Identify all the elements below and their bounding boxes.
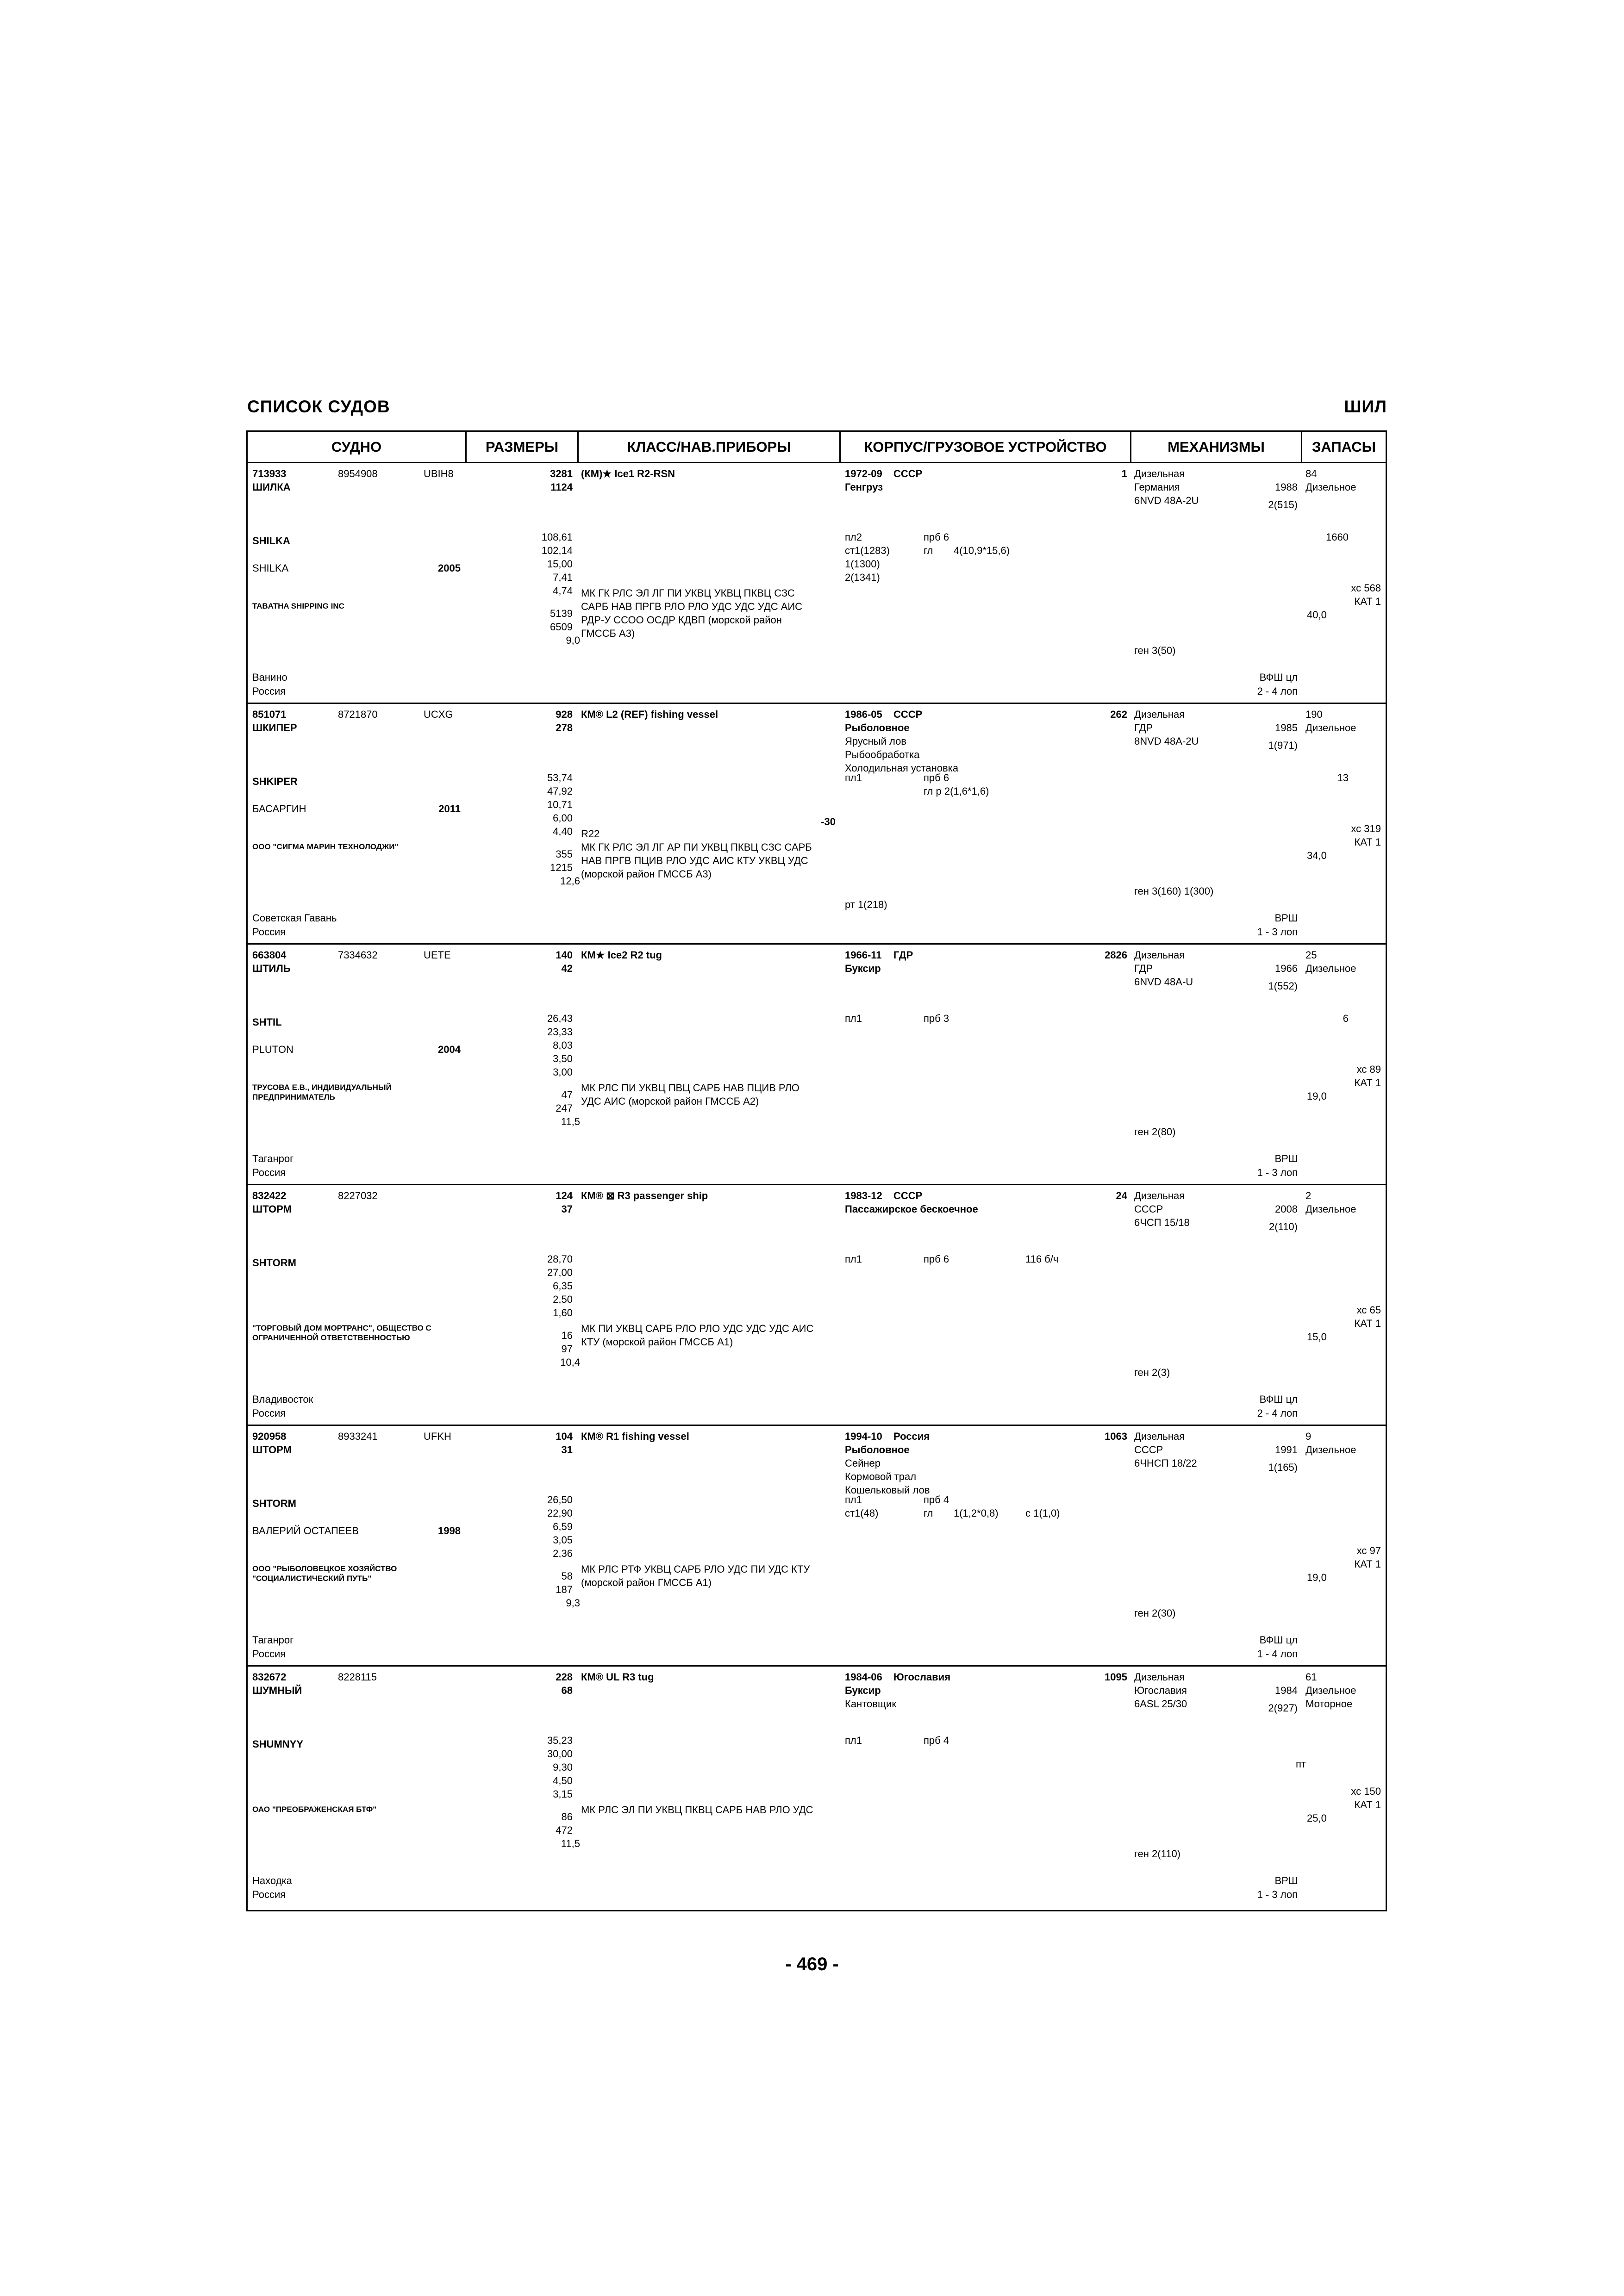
ship-previous-year: 2005 xyxy=(438,562,461,574)
dimension-value: 53,74 xyxy=(547,772,573,784)
propeller: ВРШ xyxy=(1274,912,1298,924)
propeller-blades: 1 - 3 лоп xyxy=(1257,1889,1298,1900)
ship-xs: хс 319 xyxy=(1351,823,1381,834)
hull-line-b: прб 6 xyxy=(924,531,949,543)
ship-kat: КАТ 1 xyxy=(1354,1318,1381,1329)
build-date: 1986-05 xyxy=(845,709,882,720)
ship-name: ШИЛКА xyxy=(252,481,291,493)
nav-equipment-line: R22 xyxy=(581,828,600,840)
class-extra: -30 xyxy=(821,816,836,828)
dimension-value: 4,40 xyxy=(553,826,573,837)
nav-equipment-line: НАВ ПРГВ ПЦИВ РЛО УДС АИС КТУ УКВЦ УДС xyxy=(581,855,808,866)
hull-line-b: прб 6 xyxy=(924,772,949,784)
hull-number: 1 xyxy=(1121,468,1127,479)
ship-name: ШТИЛЬ xyxy=(252,963,291,974)
dimension-value: 3,05 xyxy=(553,1534,573,1546)
nav-equipment-line: (морской район ГМССБ А1) xyxy=(581,1577,712,1588)
dimension-value: 3,15 xyxy=(553,1788,573,1800)
engine-power: 1(971) xyxy=(1268,740,1298,751)
engine-type: Дизельная xyxy=(1134,1190,1185,1201)
dimension-value: 35,23 xyxy=(547,1735,573,1746)
deadweight: 16 xyxy=(561,1330,573,1341)
hull-line-a: пл2 xyxy=(845,531,862,543)
ship-previous-year: 1998 xyxy=(438,1525,461,1537)
engine-year: 2008 xyxy=(1275,1203,1298,1215)
builder-country: СССР xyxy=(893,709,923,720)
speed: 11,5 xyxy=(561,1116,580,1127)
engine-type: Дизельная xyxy=(1134,1671,1185,1683)
ship-kat: КАТ 1 xyxy=(1354,596,1381,607)
gross-tonnage: 104 xyxy=(556,1431,573,1442)
dimension-value: 23,33 xyxy=(547,1026,573,1038)
nav-equipment-line: ГМССБ А3) xyxy=(581,628,635,639)
col-header-hull: КОРПУС/ГРУЗОВОЕ УСТРОЙСТВО xyxy=(841,432,1130,463)
ship-xs: хс 568 xyxy=(1351,582,1381,594)
ship-reg-number: 663804 xyxy=(252,949,287,961)
displacement: 1215 xyxy=(550,862,573,873)
nav-equipment-line: КТУ (морской район ГМССБ А1) xyxy=(581,1336,733,1348)
ship-kat: КАТ 1 xyxy=(1354,1558,1381,1570)
dimension-value: 7,41 xyxy=(553,572,573,583)
crew-or-stores: 190 xyxy=(1305,709,1323,720)
class-notation: КМ® UL R3 tug xyxy=(581,1671,654,1683)
engine-model: 6ЧНСП 18/22 xyxy=(1134,1457,1197,1469)
fuel-type: Дизельное xyxy=(1305,963,1356,974)
dimension-value: 3,00 xyxy=(553,1066,573,1078)
ship-record xyxy=(248,463,1386,704)
hull-type: Буксир xyxy=(845,1685,881,1696)
ship-previous-name: PLUTON xyxy=(252,1044,294,1055)
net-tonnage: 37 xyxy=(561,1203,573,1215)
fuel-type: Дизельное xyxy=(1305,481,1356,493)
nav-equipment-line: МК ПИ УКВЦ САРБ РЛО РЛО УДС УДС УДС АИС xyxy=(581,1323,814,1334)
class-notation: КМ★ Ice2 R2 tug xyxy=(581,949,662,961)
net-tonnage: 68 xyxy=(561,1685,573,1696)
propeller-blades: 2 - 4 лоп xyxy=(1257,685,1298,697)
ship-imo: 7334632 xyxy=(338,949,378,961)
hull-subtype: Рыбообработка xyxy=(845,749,920,760)
ship-owner: ТРУСОВА Е.В., ИНДИВИДУАЛЬНЫЙ ПРЕДПРИНИМАТЕЛЬ xyxy=(252,1083,392,1101)
propeller: ВРШ xyxy=(1274,1153,1298,1164)
ship-previous-year: 2004 xyxy=(438,1044,461,1055)
ship-kat-value: 19,0 xyxy=(1307,1572,1327,1583)
hull-line-c: 1(1,2*0,8) xyxy=(954,1507,999,1519)
dimension-value: 6,00 xyxy=(553,812,573,824)
ship-call-sign: UETE xyxy=(424,949,451,961)
build-date: 1994-10 xyxy=(845,1431,882,1442)
hull-line-b: прб 3 xyxy=(924,1013,949,1024)
ship-flag: Россия xyxy=(252,1889,286,1900)
ship-record xyxy=(248,1185,1386,1426)
nav-equipment-line: РДР-У ССОО ОСДР КДВП (морской район xyxy=(581,614,782,626)
class-notation: (КМ)★ Ice1 R2-RSN xyxy=(581,468,675,479)
net-tonnage: 1124 xyxy=(550,481,573,493)
engine-power: 2(927) xyxy=(1268,1702,1298,1714)
nav-equipment-line: МК РЛС РТФ УКВЦ САРБ РЛО УДС ПИ УДС КТУ xyxy=(581,1563,810,1575)
engine-type: Дизельная xyxy=(1134,468,1185,479)
propeller-blades: 1 - 3 лоп xyxy=(1257,1167,1298,1178)
ship-port: Находка xyxy=(252,1875,292,1886)
class-notation: КМ® ⊠ R3 passenger ship xyxy=(581,1190,708,1201)
ship-record xyxy=(248,1667,1386,1907)
ship-flag: Россия xyxy=(252,1648,286,1660)
ship-imo: 8227032 xyxy=(338,1190,378,1201)
deadweight: 86 xyxy=(561,1811,573,1823)
net-tonnage: 42 xyxy=(561,963,573,974)
displacement: 187 xyxy=(556,1584,573,1595)
col-header-dimensions: РАЗМЕРЫ xyxy=(467,432,577,463)
ship-reg-number: 832422 xyxy=(252,1190,287,1201)
engine-country: ГДР xyxy=(1134,963,1153,974)
hull-line-d: 116 б/ч xyxy=(1025,1253,1059,1265)
speed: 11,5 xyxy=(561,1838,580,1849)
col-header-class: КЛАСС/НАВ.ПРИБОРЫ xyxy=(579,432,839,463)
hull-line-d: с 1(1,0) xyxy=(1025,1507,1060,1519)
engine-power: 1(552) xyxy=(1268,980,1298,992)
builder-country: СССР xyxy=(893,468,923,479)
hull-line-b: гл р 2(1,6*1,6) xyxy=(924,785,989,797)
nav-equipment-line: УДС АИС (морской район ГМССБ А2) xyxy=(581,1095,759,1107)
gross-tonnage: 928 xyxy=(556,709,573,720)
hull-bottom: рт 1(218) xyxy=(845,899,887,910)
ship-imo: 8721870 xyxy=(338,709,378,720)
fuel-extra: Моторное xyxy=(1305,1698,1353,1710)
fuel-quantity: 6 xyxy=(1343,1013,1349,1024)
gross-tonnage: 228 xyxy=(556,1671,573,1683)
dimension-value: 26,43 xyxy=(547,1013,573,1024)
hull-number: 1095 xyxy=(1105,1671,1127,1683)
dimension-value: 4,50 xyxy=(553,1775,573,1786)
ship-record xyxy=(248,945,1386,1185)
hull-subtype: Ярусный лов xyxy=(845,735,906,747)
col-header-stores: ЗАПАСЫ xyxy=(1302,432,1386,463)
generators: ген 2(3) xyxy=(1134,1367,1170,1378)
dimension-value: 3,50 xyxy=(553,1053,573,1064)
gross-tonnage: 140 xyxy=(556,949,573,961)
build-date: 1966-11 xyxy=(845,949,882,961)
ship-name: ШКИПЕР xyxy=(252,722,297,734)
ship-flag: Россия xyxy=(252,1167,286,1178)
fuel-type: Дизельное xyxy=(1305,722,1356,734)
dimension-value: 28,70 xyxy=(547,1253,573,1265)
net-tonnage: 31 xyxy=(561,1444,573,1456)
dimension-value: 102,14 xyxy=(541,545,573,556)
fuel-quantity: 13 xyxy=(1337,772,1349,784)
crew-or-stores: 25 xyxy=(1305,949,1317,961)
builder-country: СССР xyxy=(893,1190,923,1201)
engine-year: 1966 xyxy=(1275,963,1298,974)
ship-kat-value: 34,0 xyxy=(1307,850,1327,861)
ship-port: Таганрог xyxy=(252,1153,294,1164)
hull-line-a: пл1 xyxy=(845,1735,862,1746)
ship-latin-name: SHTORM xyxy=(252,1498,296,1509)
hull-line-a: ст1(1283) xyxy=(845,545,890,556)
ship-kat-value: 40,0 xyxy=(1307,609,1327,621)
crew-or-stores: 84 xyxy=(1305,468,1317,479)
dimension-value: 1,60 xyxy=(553,1307,573,1319)
engine-type: Дизельная xyxy=(1134,709,1185,720)
build-date: 1972-09 xyxy=(845,468,882,479)
build-date: 1983-12 xyxy=(845,1190,882,1201)
ship-record xyxy=(248,1426,1386,1667)
deadweight: 5139 xyxy=(550,608,573,619)
ship-reg-number: 920958 xyxy=(252,1431,287,1442)
ship-call-sign: UBIH8 xyxy=(424,468,454,479)
dimension-value: 26,50 xyxy=(547,1494,573,1506)
hull-type: Рыболовное xyxy=(845,1444,910,1456)
dimension-value: 22,90 xyxy=(547,1507,573,1519)
displacement: 97 xyxy=(561,1343,573,1355)
col-header-machinery: МЕХАНИЗМЫ xyxy=(1131,432,1301,463)
hull-number: 262 xyxy=(1110,709,1127,720)
hull-number: 1063 xyxy=(1105,1431,1127,1442)
dimension-value: 2,50 xyxy=(553,1294,573,1305)
speed: 9,0 xyxy=(566,635,580,646)
dimension-value: 6,35 xyxy=(553,1280,573,1292)
ship-record xyxy=(248,704,1386,945)
hull-number: 2826 xyxy=(1105,949,1127,961)
deadweight: 355 xyxy=(556,848,573,860)
ship-kat: КАТ 1 xyxy=(1354,836,1381,848)
nav-equipment-line: МК РЛС ПИ УКВЦ ПВЦ САРБ НАВ ПЦИВ РЛО xyxy=(581,1082,800,1094)
ship-latin-name: SHKIPER xyxy=(252,776,298,787)
nav-equipment-line: САРБ НАВ ПРГВ РЛО РЛО УДС УДС УДС АИС xyxy=(581,601,803,612)
hull-line-b: прб 6 xyxy=(924,1253,949,1265)
ship-flag: Россия xyxy=(252,1407,286,1419)
ships-table xyxy=(246,430,1387,1911)
engine-year: 1984 xyxy=(1275,1685,1298,1696)
hull-type: Рыболовное xyxy=(845,722,910,734)
displacement: 472 xyxy=(556,1824,573,1836)
generators: ген 2(30) xyxy=(1134,1607,1176,1619)
nav-equipment-line: МК РЛС ЭЛ ПИ УКВЦ ПКВЦ САРБ НАВ РЛО УДС xyxy=(581,1804,813,1816)
hull-line-c: 4(10,9*15,6) xyxy=(954,545,1010,556)
engine-year: 1991 xyxy=(1275,1444,1298,1456)
hull-type: Пассажирское бескоечное xyxy=(845,1203,978,1215)
ship-imo: 8228115 xyxy=(338,1671,377,1683)
ship-kat: КАТ 1 xyxy=(1354,1799,1381,1811)
deadweight: 47 xyxy=(561,1089,573,1101)
hull-line-a: ст1(48) xyxy=(845,1507,879,1519)
ship-port: Владивосток xyxy=(252,1394,313,1405)
propeller-blades: 2 - 4 лоп xyxy=(1257,1407,1298,1419)
dimension-value: 108,61 xyxy=(541,531,573,543)
ship-imo: 8954908 xyxy=(338,468,378,479)
dimension-value: 9,30 xyxy=(553,1761,573,1773)
dimension-value: 4,74 xyxy=(553,585,573,597)
ship-kat-value: 19,0 xyxy=(1307,1090,1327,1102)
speed: 12,6 xyxy=(560,875,580,887)
net-tonnage: 278 xyxy=(556,722,573,734)
fuel-extra2: пт xyxy=(1296,1758,1306,1770)
dimension-value: 15,00 xyxy=(547,558,573,570)
fuel-type: Дизельное xyxy=(1305,1203,1356,1215)
generators: ген 2(110) xyxy=(1134,1848,1181,1860)
fuel-quantity: 1660 xyxy=(1326,531,1349,543)
dimension-value: 2,36 xyxy=(553,1548,573,1559)
ship-latin-name: SHILKA xyxy=(252,535,290,547)
hull-line-b: гл xyxy=(924,1507,933,1519)
crew-or-stores: 9 xyxy=(1305,1431,1312,1442)
hull-line-a: пл1 xyxy=(845,1013,862,1024)
engine-country: ГДР xyxy=(1134,722,1153,734)
engine-model: 6ASL 25/30 xyxy=(1134,1698,1187,1710)
gross-tonnage: 3281 xyxy=(550,468,573,479)
engine-country: Германия xyxy=(1134,481,1180,493)
hull-subtype: Сейнер xyxy=(845,1457,881,1469)
page-header-right: ШИЛ xyxy=(1344,397,1387,416)
dimension-value: 8,03 xyxy=(553,1039,573,1051)
ship-previous-name: SHILKA xyxy=(252,562,289,574)
ship-kat-value: 25,0 xyxy=(1307,1812,1327,1824)
displacement: 6509 xyxy=(550,621,573,633)
deadweight: 58 xyxy=(561,1570,573,1582)
propeller: ВРШ xyxy=(1274,1875,1298,1886)
dimension-value: 10,71 xyxy=(547,799,573,810)
speed: 9,3 xyxy=(566,1597,580,1609)
generators: ген 3(160) 1(300) xyxy=(1134,885,1214,897)
ship-name: ШУМНЫЙ xyxy=(252,1685,302,1696)
ship-reg-number: 851071 xyxy=(252,709,287,720)
engine-type: Дизельная xyxy=(1134,1431,1185,1442)
dimension-value: 47,92 xyxy=(547,785,573,797)
nav-equipment-line: (морской район ГМССБ А3) xyxy=(581,868,712,880)
propeller-blades: 1 - 4 лоп xyxy=(1257,1648,1298,1660)
ship-previous-name: ВАЛЕРИЙ ОСТАПЕЕВ xyxy=(252,1525,359,1537)
engine-country: СССР xyxy=(1134,1203,1163,1215)
ship-port: Ванино xyxy=(252,672,287,683)
hull-type: Буксир xyxy=(845,963,881,974)
ship-port: Таганрог xyxy=(252,1634,294,1646)
hull-subtype: Кантовщик xyxy=(845,1698,896,1710)
builder-country: Россия xyxy=(893,1431,930,1442)
engine-year: 1985 xyxy=(1275,722,1298,734)
ship-flag: Россия xyxy=(252,685,286,697)
ship-latin-name: SHTIL xyxy=(252,1016,282,1028)
propeller-blades: 1 - 3 лоп xyxy=(1257,926,1298,938)
engine-power: 2(515) xyxy=(1268,499,1298,510)
hull-type: Генгруз xyxy=(845,481,883,493)
ship-previous-year: 2011 xyxy=(438,803,461,815)
ship-port: Советская Гавань xyxy=(252,912,337,924)
fuel-type: Дизельное xyxy=(1305,1685,1356,1696)
crew-or-stores: 61 xyxy=(1305,1671,1317,1683)
displacement: 247 xyxy=(556,1102,573,1114)
builder-country: ГДР xyxy=(893,949,913,961)
engine-power: 2(110) xyxy=(1269,1221,1298,1232)
ship-owner: ООО "РЫБОЛОВЕЦКОЕ ХОЗЯЙСТВО "СОЦИАЛИСТИЧЕСКИЙ ПУТЬ" xyxy=(252,1564,397,1583)
ship-reg-number: 713933 xyxy=(252,468,287,479)
ship-name: ШТОРМ xyxy=(252,1203,292,1215)
ship-xs: хс 89 xyxy=(1356,1064,1381,1075)
hull-line-b: гл xyxy=(924,545,933,556)
ship-reg-number: 832672 xyxy=(252,1671,287,1683)
engine-model: 6NVD 48A-U xyxy=(1134,976,1193,988)
hull-number: 24 xyxy=(1116,1190,1127,1201)
ship-call-sign: UFKH xyxy=(424,1431,451,1442)
engine-country: СССР xyxy=(1134,1444,1163,1456)
engine-model: 8NVD 48A-2U xyxy=(1134,735,1199,747)
page-header-left: СПИСОК СУДОВ xyxy=(247,397,390,416)
hull-line-b: прб 4 xyxy=(924,1735,949,1746)
generators: ген 3(50) xyxy=(1134,645,1176,656)
nav-equipment-line: МК ГК РЛС ЭЛ ЛГ ПИ УКВЦ УКВЦ ПКВЦ СЗС xyxy=(581,587,795,599)
dimension-value: 30,00 xyxy=(547,1748,573,1760)
ship-xs: хс 97 xyxy=(1356,1545,1381,1556)
engine-year: 1988 xyxy=(1275,481,1298,493)
build-date: 1984-06 xyxy=(845,1671,882,1683)
ship-name: ШТОРМ xyxy=(252,1444,292,1456)
ship-xs: хс 65 xyxy=(1356,1304,1381,1316)
hull-subtype: Холодильная установка xyxy=(845,762,959,774)
class-notation: КМ® L2 (REF) fishing vessel xyxy=(581,709,718,720)
class-notation: КМ® R1 fishing vessel xyxy=(581,1431,689,1442)
builder-country: Югославия xyxy=(893,1671,951,1683)
ship-xs: хс 150 xyxy=(1351,1786,1381,1797)
propeller: ВФШ цл xyxy=(1259,1394,1298,1405)
ship-owner: "ТОРГОВЫЙ ДОМ МОРТРАНС", ОБЩЕСТВО С ОГРАНИЧЕННОЙ ОТВЕТСТВЕННОСТЬЮ xyxy=(252,1324,431,1342)
ship-previous-name: БАСАРГИН xyxy=(252,803,306,815)
engine-type: Дизельная xyxy=(1134,949,1185,961)
crew-or-stores: 2 xyxy=(1305,1190,1312,1201)
propeller: ВФШ цл xyxy=(1259,672,1298,683)
engine-model: 6ЧСП 15/18 xyxy=(1134,1217,1190,1228)
fuel-type: Дизельное xyxy=(1305,1444,1356,1456)
ship-flag: Россия xyxy=(252,926,286,938)
ship-imo: 8933241 xyxy=(338,1431,378,1442)
hull-line-a: 1(1300) xyxy=(845,558,880,570)
propeller: ВФШ цл xyxy=(1259,1634,1298,1646)
ship-latin-name: SHTORM xyxy=(252,1257,296,1269)
ship-latin-name: SHUMNYY xyxy=(252,1738,304,1750)
ship-owner: TABATHA SHIPPING INC xyxy=(252,602,344,610)
hull-line-a: 2(1341) xyxy=(845,572,880,583)
hull-subtype: Кошельковый лов xyxy=(845,1484,930,1496)
ship-call-sign: UCXG xyxy=(424,709,453,720)
hull-subtype: Кормовой трал xyxy=(845,1471,917,1482)
page-number: - 469 - xyxy=(785,1954,839,1974)
hull-line-b: прб 4 xyxy=(924,1494,949,1506)
engine-country: Югославия xyxy=(1134,1685,1187,1696)
hull-line-a: пл1 xyxy=(845,772,862,784)
dimension-value: 27,00 xyxy=(547,1267,573,1278)
ship-owner: ОАО "ПРЕОБРАЖЕНСКАЯ БТФ" xyxy=(252,1805,377,1814)
engine-model: 6NVD 48A-2U xyxy=(1134,495,1199,506)
nav-equipment-line: МК ГК РЛС ЭЛ ЛГ АР ПИ УКВЦ ПКВЦ СЗС САРБ xyxy=(581,841,812,853)
col-header-ship: СУДНО xyxy=(248,432,465,463)
ship-kat: КАТ 1 xyxy=(1354,1077,1381,1089)
dimension-value: 6,59 xyxy=(553,1521,573,1532)
ship-owner: ООО "СИГМА МАРИН ТЕХНОЛОДЖИ" xyxy=(252,842,399,851)
gross-tonnage: 124 xyxy=(556,1190,573,1201)
hull-line-a: пл1 xyxy=(845,1494,862,1506)
ship-kat-value: 15,0 xyxy=(1307,1331,1327,1343)
engine-power: 1(165) xyxy=(1268,1462,1298,1473)
hull-line-a: пл1 xyxy=(845,1253,862,1265)
generators: ген 2(80) xyxy=(1134,1126,1176,1138)
speed: 10,4 xyxy=(560,1356,580,1368)
